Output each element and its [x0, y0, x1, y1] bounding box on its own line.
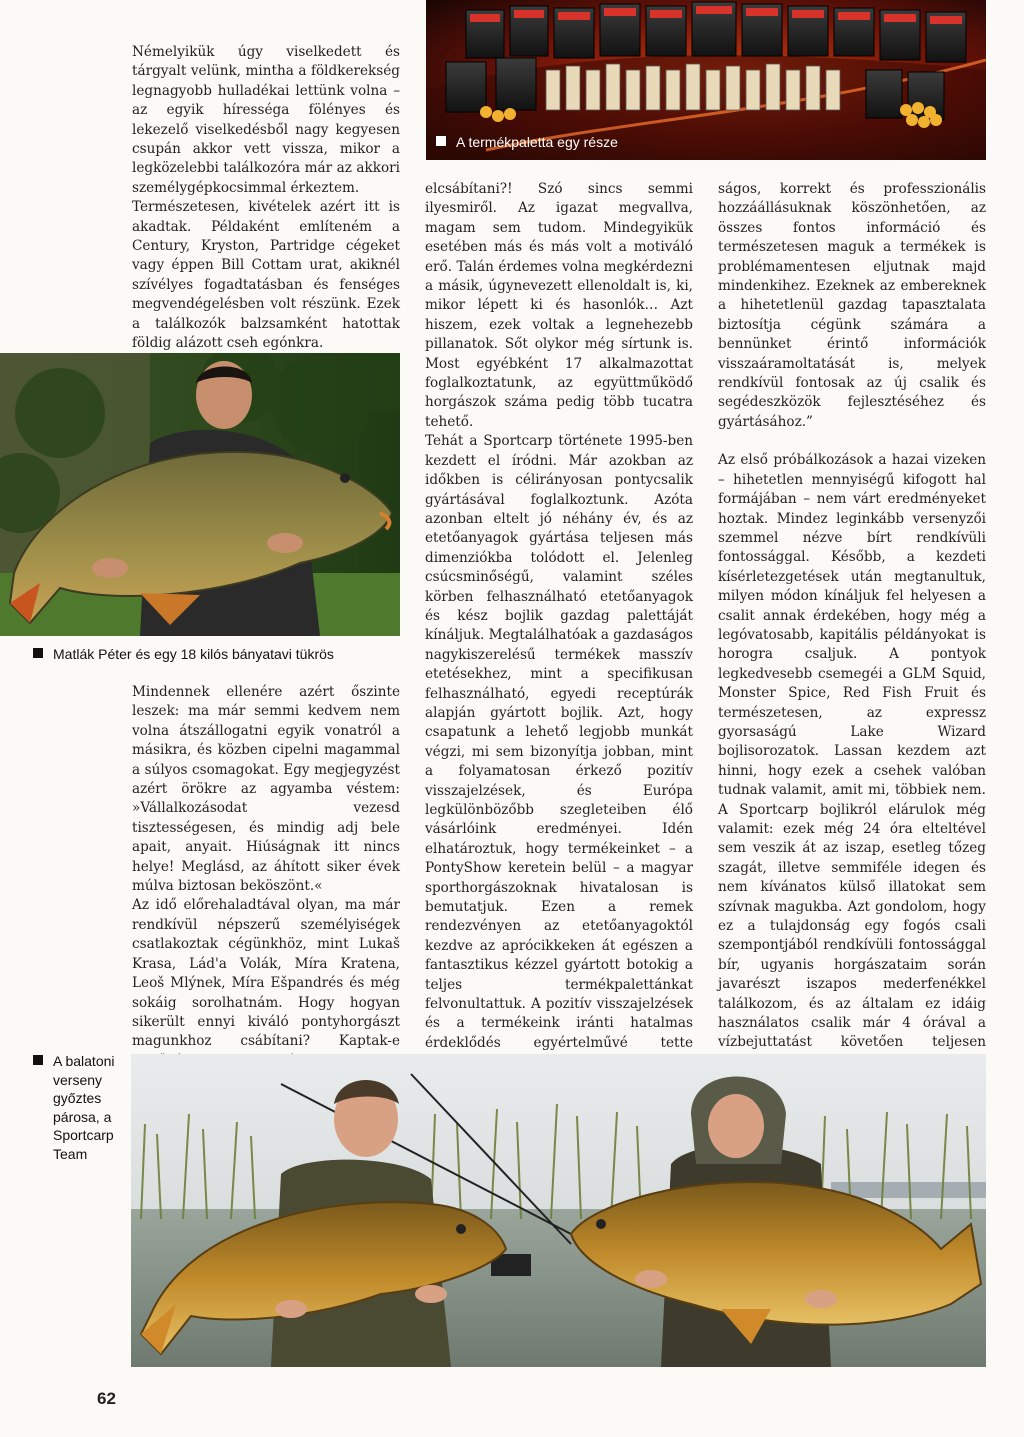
paragraph: Némelyikük úgy viselkedett és tárgyalt velünk, mintha a földkerekség legnagyobb hulladékai lettünk volna – az egyik hírességa fölényes és lekezelő viselkedésből nagy kegyesen csupán akkor vett vissza, mikor a legközelebbi találkozóra már az akkori személygépkocsimmal érkeztem.: [132, 44, 400, 196]
paragraph: ságos, korrekt és professzionális hozzáállásuknak köszönhetően, az összes fontos információ és természetesen maguk a termékek is problémamentesen eljutnak majd mindenkihez. Ezeknek az embereknek a hihetetlenül gazdag tapasztalata biztosítja cégünk számára a bennünket érintő információk visszaáramoltatását is, melyek rendkívül fontosak az új csalik és segédeszközök fejlesztéséhez és gyártásához.”: [718, 181, 986, 430]
team-caption-line: Team: [53, 1145, 88, 1162]
team-carp-photo: [131, 1054, 986, 1367]
team-caption-line: verseny: [53, 1071, 103, 1088]
team-caption: [33, 1052, 128, 1163]
matlak-caption: [33, 645, 334, 664]
matlak-carp-photo: [0, 353, 400, 636]
product-range-photo: [426, 0, 986, 160]
matlak-caption-text: Matlák Péter és egy 18 kilós bányatavi tükrös: [53, 646, 334, 662]
paragraph: elcsábítani?! Szó sincs semmi ilyesmiről. Az igazat megvallva, magam sem tudom. Mindegyikük esetében más és más volt a motiváló erő. Talán érdemes volna megkérdezni a másik, úgynevezett ellenoldalt is, ki, mikor lépett ki és hasonlók… Azt hiszem, ezek voltak a legnehezebb pillanatok. Sőt olykor még sírtunk is. Most egyébként 17 alkalmazottat foglalkoztatunk, az együttműködő horgászok száma pedig több tucatra tehető.: [425, 181, 693, 430]
column3-text: [718, 180, 986, 1169]
paragraph: Az idő előrehaladtával olyan, ma már rendkívül népszerű személyiségek csatlakoztak cégünkhöz, mint Lukaš Krasa, Lád'a Volák, Míra Kratena, Leoš Mlýnek, Míra Ešpandrés és még sokáig sorolhatnám. Hogy hogyan sikerült ennyi kiváló pontyhorgászt magunkhoz csábítani? Kaptak-e: [132, 897, 400, 1050]
column1-bottom-text: [132, 683, 400, 1071]
product-caption-text: A termékpaletta egy része: [456, 134, 618, 150]
product-photo-caption: [436, 133, 618, 152]
team-caption-line: győztes: [53, 1090, 102, 1106]
team-caption-line: párosa, a: [53, 1108, 112, 1125]
team-caption-line-text: A balatoni: [53, 1053, 115, 1069]
paragraph: Mindennek ellenére azért őszinte leszek: ma már semmi kedvem nem volna átszállogatni egyik vonatról a másikra, és közben cipelni magammal a súlyos csomagokat. Egy megjegyzést azért örökre az agyamba véstem: »Vállalkozásodat vezesd tisztességesen, és mindig adj bele apait, anyait. Hiúságnak itt nincs helye! Meglásd, az áhított siker évek múlva biztosan beköszönt.«: [132, 684, 400, 895]
column1-top-text: [132, 43, 400, 354]
paragraph: Természetesen, kivételek azért itt is akadtak. Példaként említeném a Century, Kryston, Partridge cégeket vagy éppen Bill Cottam urat, akiknél szívélyes fogadtatásban és fenséges megvendégelésben volt részünk. Ezek a találkozók balzsamként hatottak földig alázott cseh egónkra.: [132, 199, 400, 352]
team-caption-line: [33, 1052, 128, 1071]
page-number: 62: [97, 1389, 116, 1408]
matlak-carp-illustration: [0, 353, 400, 636]
paragraph: Tehát a Sportcarp története 1995-ben kezdett el íródni. Már azokban az időkben is célirányosan pontycsalik gyártásával foglalkoztunk. Azóta azonban eltelt jó néhány év, és az etetőanyagok gyártása teljesen más dimenziókba tolódott el. Jelenleg csúcsminőségű, valamint széles körben felhasználható etetőanyagok és kész bojlik gazdag palettáját kínáljuk. Megtalálhatóak a gazdaságos nagykiszerelésű termékek masszív etetésekhez, mint a specifikusan felhasználható, egyedi receptúrák alapján gyártott bojlik. Azt, hogy csapatunk a lehető legjobb munkát végzi, mi sem bizonyítja jobban, mint a folyamatosan érkező pozitív visszajelzések, és Európa legkülönbözőbb szegleteiben élő vásárlóink eredményei. Idén elhatároztuk, hogy termékeinket – a PontyShow keretein belül – a magyar sporthorgászoknak hivatalosan is bemutatjuk. Ezen a remek rendezvényen az etetőanyagoktól kezdve az aprócikkeken át egészen a fantasztikus kézzel gyártott botokig a teljes termékpalettánkat felvonultattuk. A pozitív visszajelzések és a termékeink iránti hatalmas érdeklődés egyértelművé tette: [425, 433, 693, 1051]
team-carp-illustration: [131, 1054, 986, 1367]
team-caption-line: Sportcarp: [53, 1127, 114, 1143]
paragraph: Az első próbálkozások a hazai vizeken – hihetetlen mennyiségű kifogott hal formájában – nem várt eredményeket hoztak. Mindez leginkább versenyzői szemmel nézve bírt rendkívüli fontossággal. Később, a kezdeti kísérletezgetések után megtanultuk, milyen módon kínáljuk fel helyesen a csalit annak érdekében, hogy még a legóvatosabb, kapitális példányokat is horogra csaljuk. A pontyok legkedvesebb csemegéi a GLM Squid, Monster Spice, Red Fish Fruit és természetesen, az expressz gyorsaságú Lake Wizard bojlisorozatok. Lassan kezdem azt hinni, hogy ezek a csehek valóban tudnak valamit, amit mi, többiek nem. A Sportcarp bojlikról elárulok még valamit: ezek még 24 óra elteltével sem veszik át az iszap, esetleg tőzeg szagát, illetve semmiféle idegen és nem kívánatos külső illatokat sem szívnak magukba. Azt gondolom, hogy ez a tulajdonság egy fogós csali szempontjából rendkívüli fontossággal bír, ugyanis horgászataim során javarészt iszapos mederfenékkel találkozom, és az általam ez idáig használatos csalik már 4 órával a vízbejuttatást követően teljesen: [718, 452, 986, 1051]
